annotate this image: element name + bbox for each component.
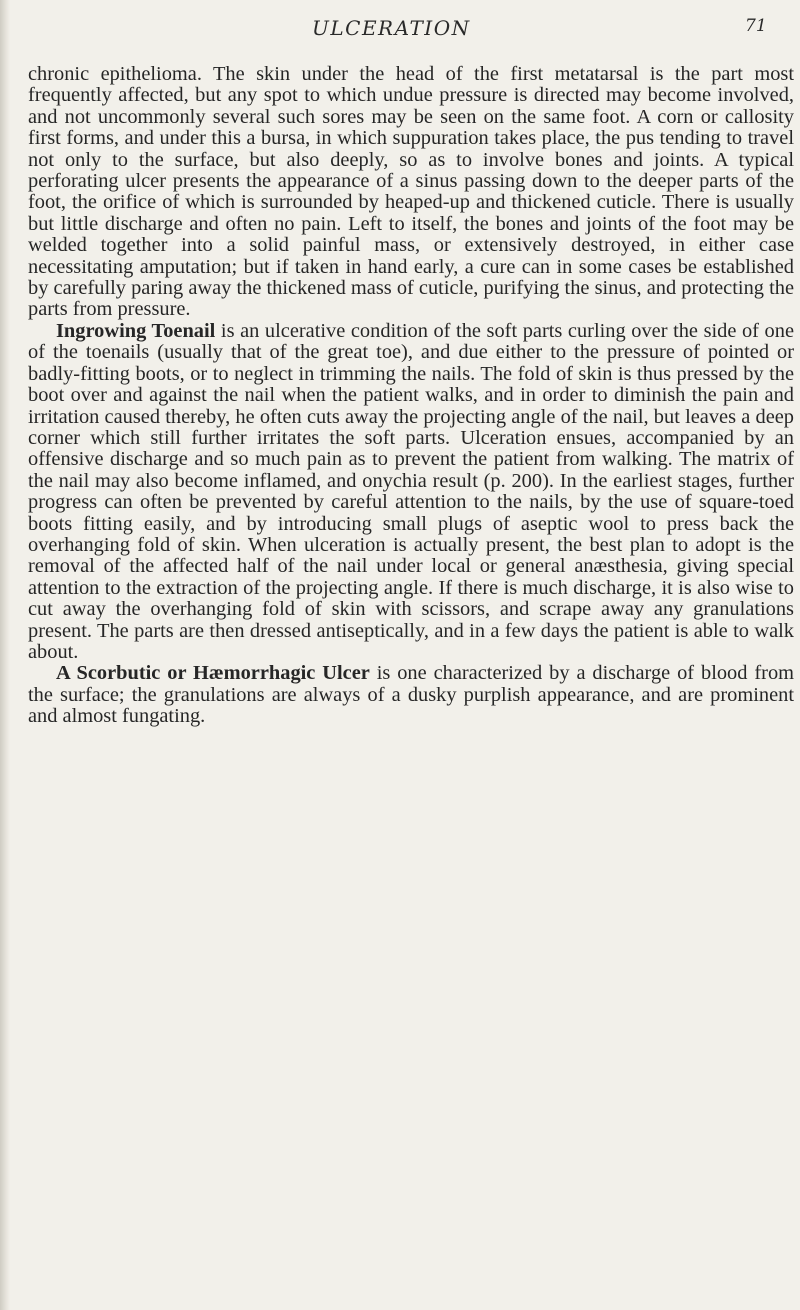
page-binding-shadow xyxy=(0,0,10,1310)
running-head xyxy=(0,6,800,46)
paragraph-scorbutic-ulcer xyxy=(28,663,794,727)
paragraph-ingrowing-toenail xyxy=(28,321,794,664)
paragraph-subheading: A Scorbutic or Hæmorrhagic Ulcer xyxy=(56,662,370,685)
paragraph-text: is an ulcerative condition of the soft parts curling over the side of one of the toenails (usually that of the great toe), and due either to the pressure of pointed or badly-fitting boots, or to neglect in trimming the nails. The fold of skin is thus pressed by the boot over and against the nail when the patient walks, and in order to diminish the pain and irritation caused thereby, he often cuts away the projecting angle of the nail, but leaves a deep corner which still further irritates the soft parts. Ulceration ensues, accompanied by an offensive discharge and so much pain as to prevent the patient from walking. The matrix of the nail may also become inflamed, and onychia result (p. 200). In the earliest stages, further progress can often be prevented by careful attention to the nails, by the use of square-toed boots fitting easily, and by introducing small plugs of aseptic wool to press back the overhanging fold of skin. When ulceration is actually present, the best plan to adopt is the removal of the affected half of the nail under local or general anæsthesia, giving special attention to the extraction of the projecting angle. If there is much discharge, it is also wise to cut away the overhanging fold of skin with scissors, and scrape away any granulations present. The parts are then dressed antiseptically, and in a few days the patient is able to walk about. xyxy=(28,319,794,663)
page-number: 71 xyxy=(745,16,767,36)
body-text xyxy=(28,64,794,728)
paragraph-subheading: Ingrowing Toenail xyxy=(56,319,216,342)
running-title: ULCERATION xyxy=(312,16,471,40)
paragraph-text: is one characterized by a discharge of blood from the surface; the granulations are always of a dusky purplish appearance, and are prominent and almost fungating. xyxy=(28,662,794,728)
paragraph-perforating-ulcer xyxy=(28,64,794,321)
paragraph-text: chronic epithelioma. The skin under the head of the first metatarsal is the part most frequently affected, but any spot to which undue pressure is directed may become involved, and not uncommonly several such sores may be seen on the same foot. A corn or callosity first forms, and under this a bursa, in which suppuration takes place, the pus tending to travel not only to the surface, but also deeply, so as to involve bones and joints. A typical perforating ulcer presents the appearance of a sinus passing down to the deeper parts of the foot, the orifice of which is surrounded by heaped-up and thickened cuticle. There is usually but little discharge and often no pain. Left to itself, the bones and joints of the foot may be welded together into a solid painful mass, or extensively destroyed, in either case necessitating amputation; but if taken in hand early, a cure can in some cases be established by carefully paring away the thickened mass of cuticle, purifying the sinus, and protecting the parts from pressure. xyxy=(28,63,794,321)
